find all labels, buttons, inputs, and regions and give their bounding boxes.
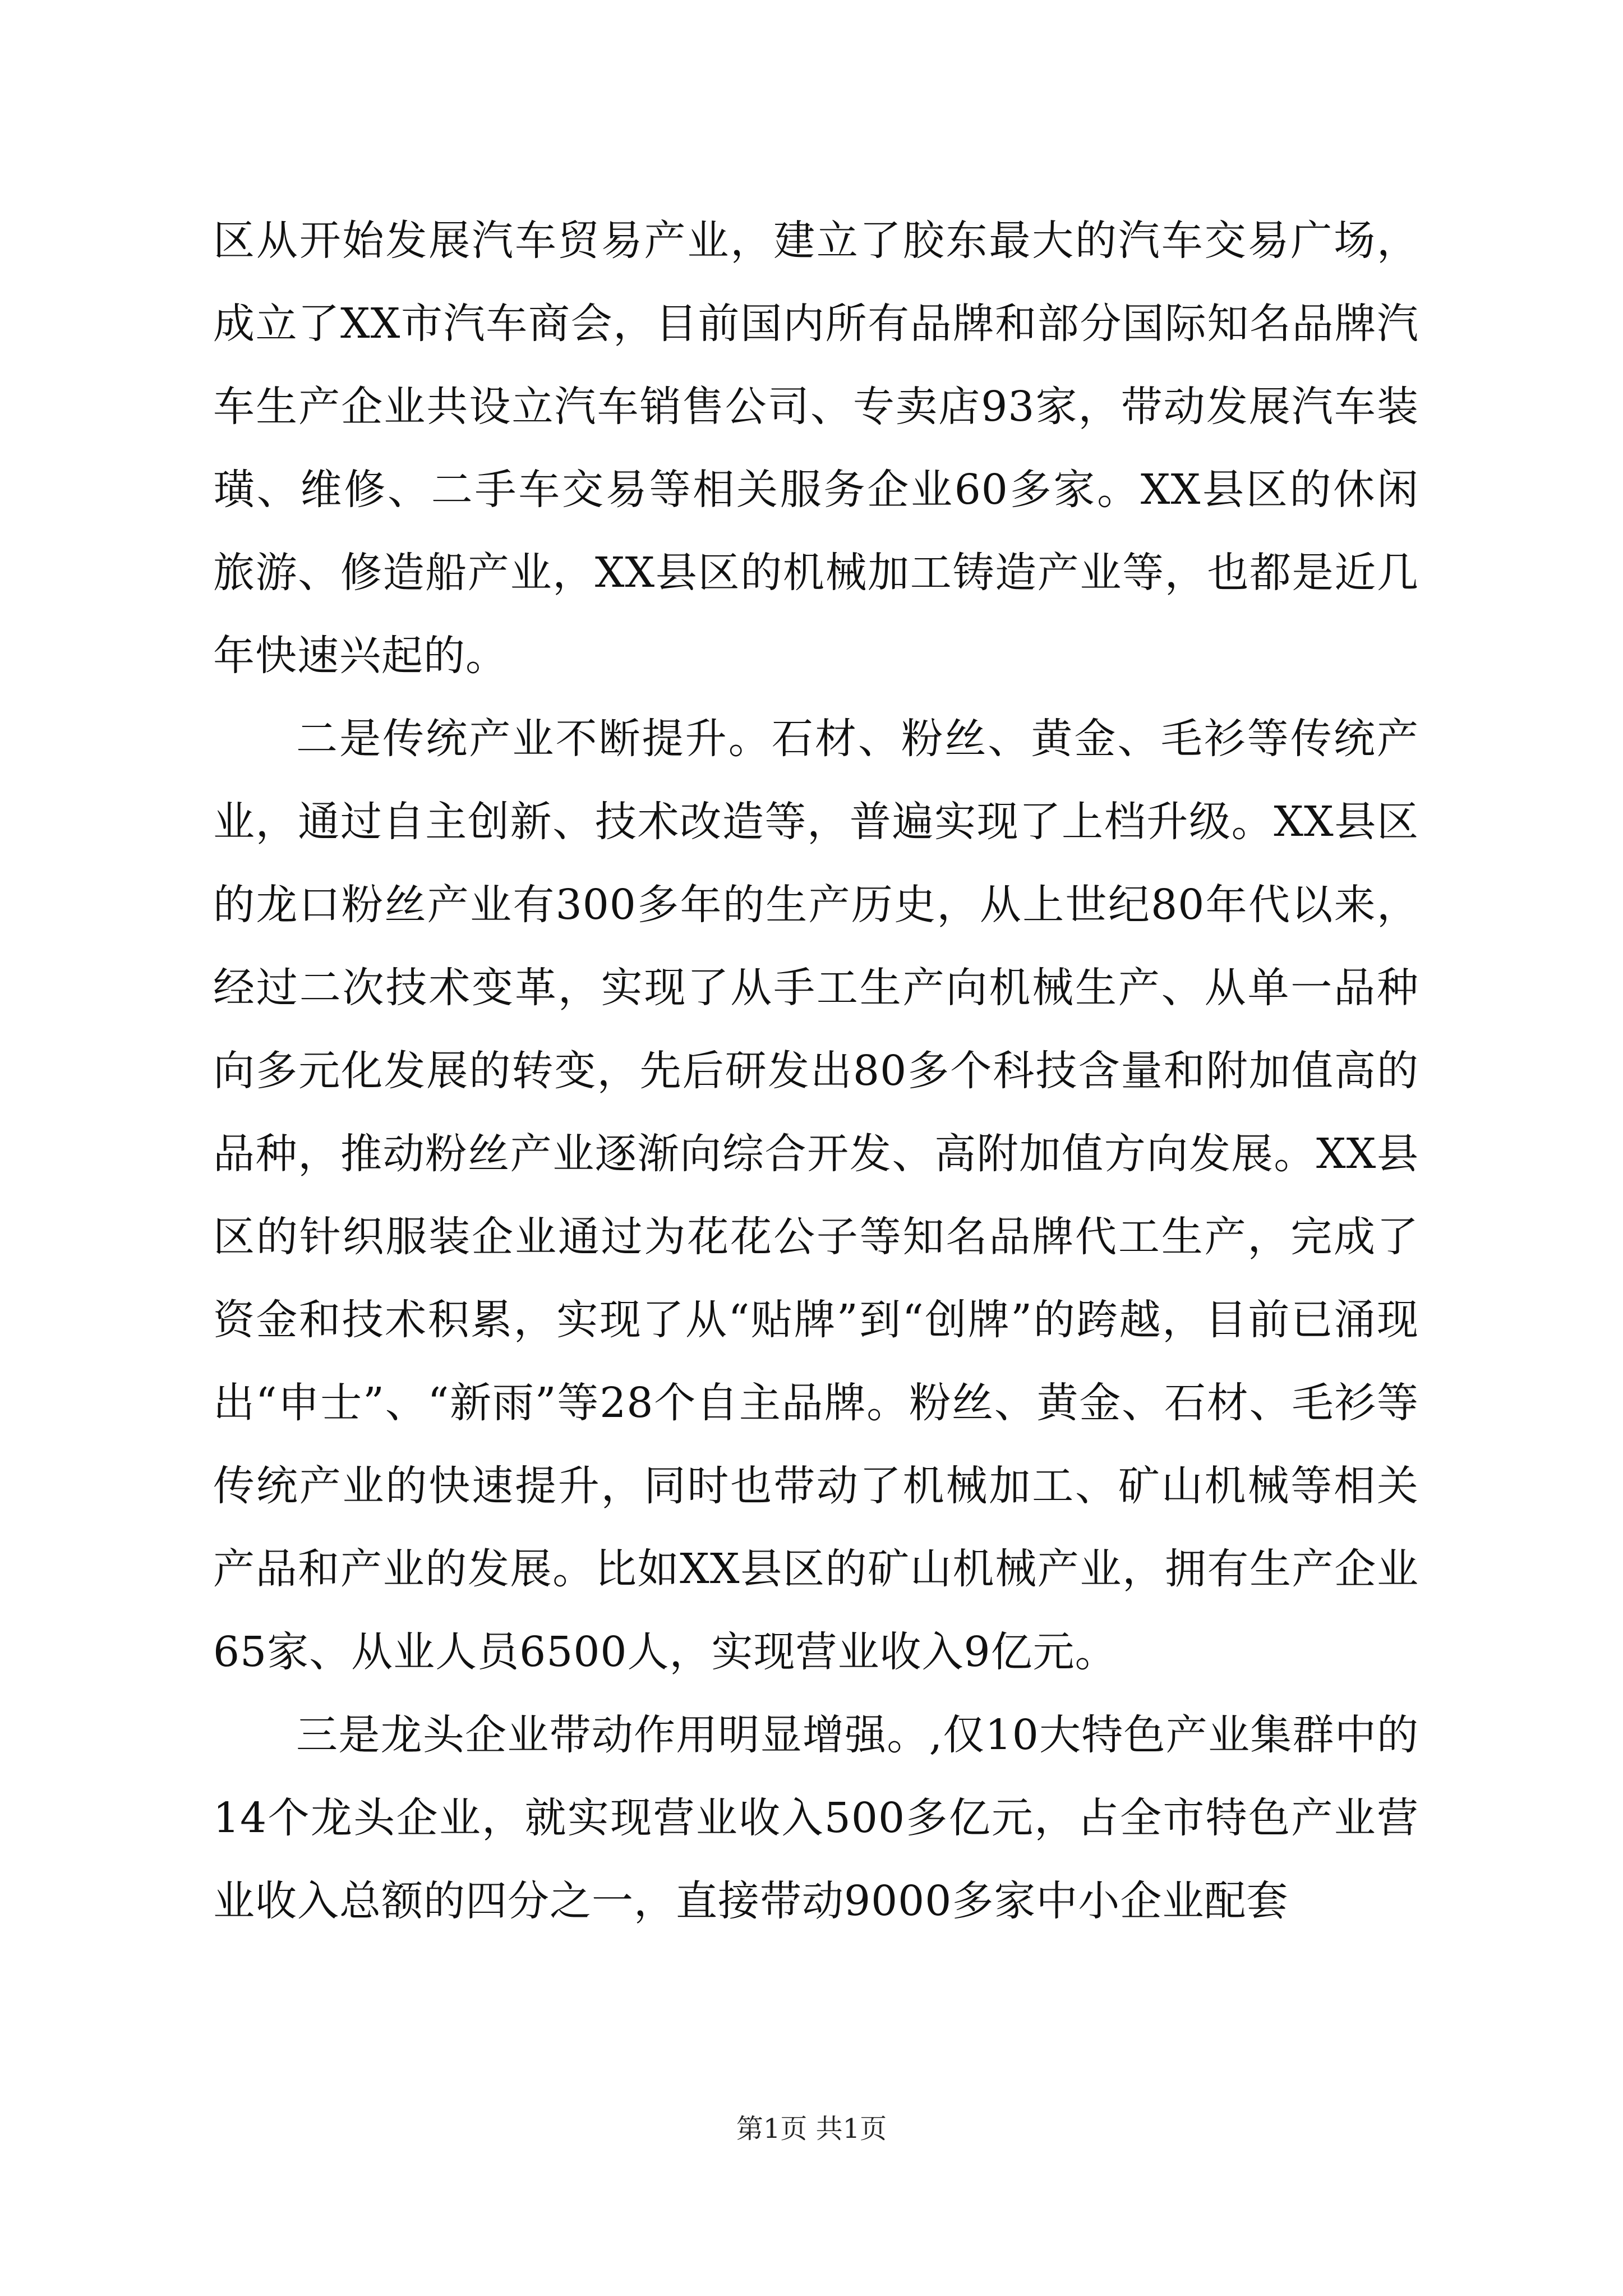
page-footer: 第1页 共1页 (736, 2113, 887, 2145)
paragraph-leading-enterprises: 三是龙头企业带动作用明显增强。,仅10大特色产业集群中的14个龙头企业，就实现营业收入500多亿元，占全市特色产业营业收入总额的四分之一，直接带动9000多家中小企业配套 (213, 1711, 1419, 1925)
document-body (213, 199, 1419, 1943)
paragraph-continuation: 区从开始发展汽车贸易产业，建立了胶东最大的汽车交易广场，成立了XX市汽车商会，目前国内所有品牌和部分国际知名品牌汽车生产企业共设立汽车销售公司、专卖店93家，带动发展汽车装璜、维修、二手车交易等相关服务企业60多家。XX县区的休闲旅游、修造船产业，XX县区的机械加工铸造产业等，也都是近几年快速兴起的。 (213, 217, 1419, 680)
paragraph-traditional-industry: 二是传统产业不断提升。石材、粉丝、黄金、毛衫等传统产业，通过自主创新、技术改造等，普遍实现了上档升级。XX县区的龙口粉丝产业有300多年的生产历史，从上世纪80年代以来，经过二次技术变革，实现了从手工生产向机械生产、从单一品种向多元化发展的转变，先后研发出80多个科技含量和附加值高的品种，推动粉丝产业逐渐向综合开发、高附加值方向发展。XX县区的针织服装企业通过为花花公子等知名品牌代工生产，完成了资金和技术积累，实现了从“贴牌”到“创牌”的跨越，目前已涌现出“申士”、“新雨”等28个自主品牌。粉丝、黄金、石材、毛衫等传统产业的快速提升，同时也带动了机械加工、矿山机械等相关产品和产业的发展。比如XX县区的矿山机械产业，拥有生产企业65家、从业人员6500人，实现营业收入9亿元。 (213, 715, 1419, 1676)
